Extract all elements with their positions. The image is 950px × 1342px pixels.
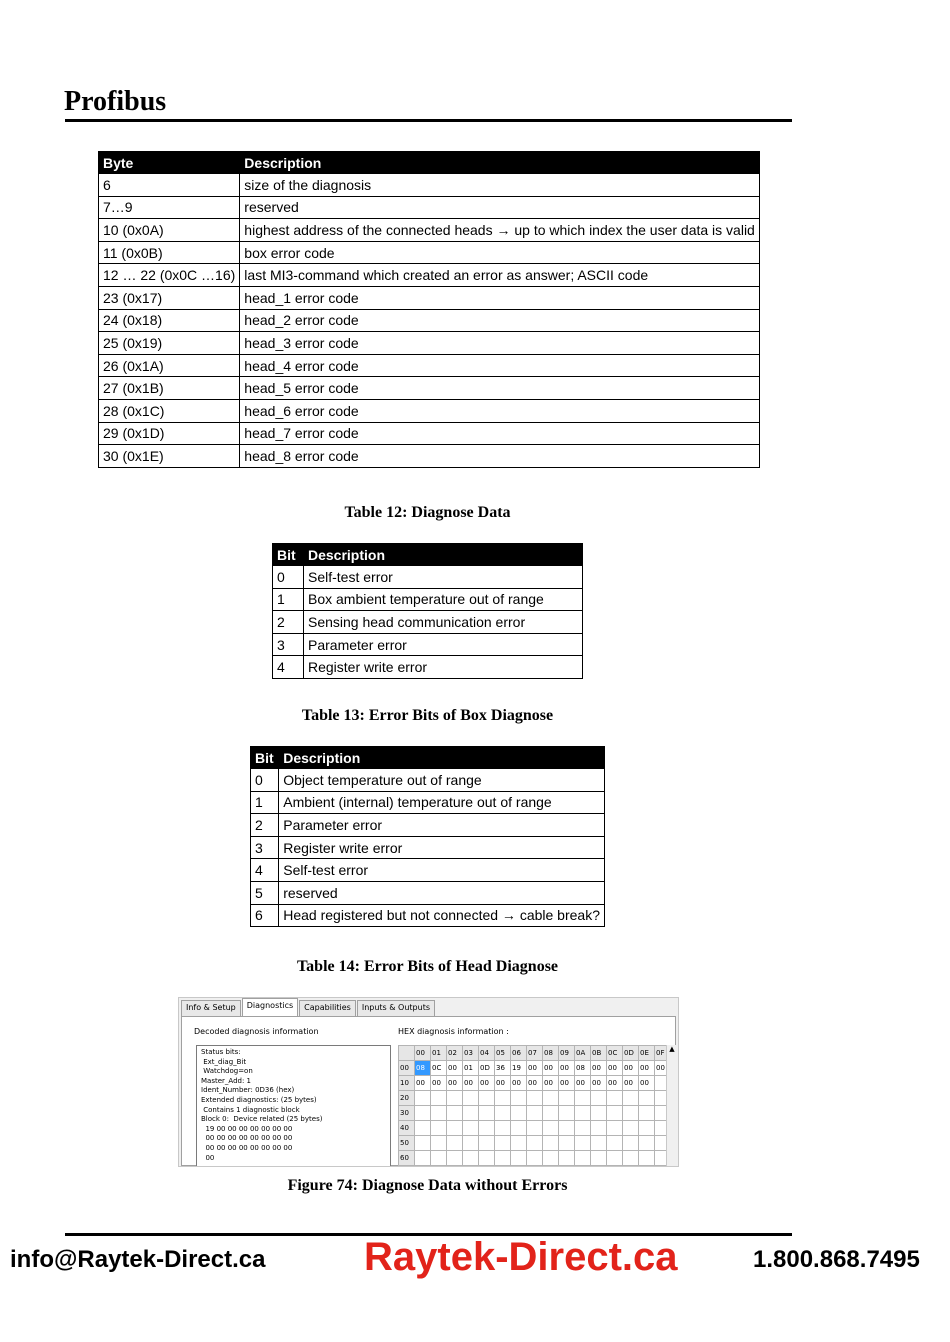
row-key-cell: 26 (0x1A) — [99, 354, 240, 377]
table-row — [251, 904, 605, 927]
hex-cell[interactable] — [431, 1151, 447, 1166]
hex-row — [399, 1151, 671, 1166]
hex-cell[interactable]: 08 — [575, 1061, 591, 1076]
hex-cell[interactable] — [511, 1136, 527, 1151]
table-12-caption: Table 12: Diagnose Data — [344, 504, 511, 521]
hex-cell[interactable] — [479, 1091, 495, 1106]
table-row — [251, 881, 605, 904]
diagnostics-screenshot — [178, 997, 679, 1167]
row-key-cell: 30 (0x1E) — [99, 445, 240, 468]
hex-label: HEX diagnosis information : — [398, 1027, 509, 1036]
hex-cell[interactable]: 00 — [527, 1061, 543, 1076]
hex-row-header: 60 — [399, 1151, 415, 1166]
hex-column-header: 0C — [607, 1046, 623, 1061]
table-row — [251, 859, 605, 882]
row-key-cell: 24 (0x18) — [99, 309, 240, 332]
table-row — [99, 174, 760, 197]
footer-brand[interactable]: Raytek-Direct.ca — [364, 1235, 678, 1279]
page-title: Profibus — [64, 86, 167, 117]
hex-cell[interactable]: 00 — [463, 1076, 479, 1091]
hex-row-header: 40 — [399, 1121, 415, 1136]
table-row — [99, 309, 760, 332]
hex-row — [399, 1106, 671, 1121]
row-description-cell: last MI3-command which created an error as answer; ASCII code — [240, 264, 760, 287]
hex-cell[interactable] — [447, 1106, 463, 1121]
row-description-cell: Sensing head communication error — [304, 611, 583, 634]
decoded-line: Ident_Number: 0D36 (hex) — [201, 1086, 295, 1095]
hex-cell[interactable] — [463, 1091, 479, 1106]
hex-corner-cell — [399, 1046, 415, 1061]
hex-cell[interactable]: 01 — [463, 1061, 479, 1076]
decoded-line: 00 00 00 00 00 00 00 00 — [201, 1143, 293, 1152]
head-diagnose-bits-table — [250, 746, 605, 927]
row-key-cell: 23 (0x17) — [99, 286, 240, 309]
hex-cell[interactable]: 00 — [543, 1061, 559, 1076]
hex-cell[interactable] — [623, 1136, 639, 1151]
tab-diagnostics[interactable]: Diagnostics — [242, 998, 298, 1016]
hex-cell[interactable] — [591, 1136, 607, 1151]
decoded-line: Contains 1 diagnostic block — [201, 1105, 300, 1114]
hex-cell[interactable]: 00 — [559, 1061, 575, 1076]
tab-info-setup[interactable]: Info & Setup — [181, 1000, 241, 1016]
row-key-cell: 2 — [273, 611, 304, 634]
hex-row-header: 30 — [399, 1106, 415, 1121]
row-description-cell: Register write error — [279, 836, 605, 859]
row-description-cell: Self-test error — [279, 859, 605, 882]
table-row — [273, 633, 583, 656]
row-description-cell: head_1 error code — [240, 286, 760, 309]
hex-cell[interactable]: 00 — [511, 1076, 527, 1091]
row-key-cell: 6 — [251, 904, 279, 927]
column-header: Bit — [251, 747, 279, 769]
row-key-cell: 3 — [251, 836, 279, 859]
hex-cell[interactable] — [639, 1151, 655, 1166]
hex-cell[interactable] — [479, 1151, 495, 1166]
hex-column-header: 0F — [655, 1046, 671, 1061]
hex-cell[interactable] — [591, 1091, 607, 1106]
hex-column-header: 07 — [527, 1046, 543, 1061]
hex-cell[interactable] — [623, 1106, 639, 1121]
hex-column-header: 02 — [447, 1046, 463, 1061]
table-row — [99, 219, 760, 242]
hex-cell[interactable] — [527, 1121, 543, 1136]
hex-column-header: 0A — [575, 1046, 591, 1061]
row-description-cell: Box ambient temperature out of range — [304, 588, 583, 611]
hex-column-header: 04 — [479, 1046, 495, 1061]
row-description-cell: Parameter error — [279, 814, 605, 837]
row-key-cell: 1 — [273, 588, 304, 611]
hex-row — [399, 1121, 671, 1136]
hex-cell[interactable] — [511, 1151, 527, 1166]
footer-email[interactable]: info@Raytek-Direct.ca — [10, 1246, 266, 1273]
footer-phone: 1.800.868.7495 — [753, 1246, 920, 1273]
hex-cell[interactable] — [479, 1136, 495, 1151]
row-description-cell: head_6 error code — [240, 399, 760, 422]
decoded-line: Watchdog=on — [201, 1067, 253, 1076]
hex-cell[interactable]: 00 — [479, 1076, 495, 1091]
hex-cell[interactable] — [591, 1106, 607, 1121]
column-header: Bit — [273, 544, 304, 566]
row-key-cell: 11 (0x0B) — [99, 241, 240, 264]
hex-cell[interactable]: 00 — [591, 1076, 607, 1091]
hex-cell[interactable]: 00 — [639, 1061, 655, 1076]
hex-cell[interactable]: 0D — [479, 1061, 495, 1076]
row-description-cell: box error code — [240, 241, 760, 264]
row-description-cell: head_2 error code — [240, 309, 760, 332]
row-description-cell: Register write error — [304, 656, 583, 679]
decoded-line: Master_Add: 1 — [201, 1076, 251, 1085]
hex-row — [399, 1076, 671, 1091]
row-key-cell: 28 (0x1C) — [99, 399, 240, 422]
table-row — [273, 656, 583, 679]
hex-cell[interactable] — [639, 1091, 655, 1106]
decoded-line: 19 00 00 00 00 00 00 00 — [201, 1124, 293, 1133]
hex-cell[interactable]: 00 — [543, 1076, 559, 1091]
hex-cell[interactable] — [527, 1106, 543, 1121]
row-description-cell: reserved — [279, 881, 605, 904]
table-row — [251, 769, 605, 792]
hex-cell[interactable] — [607, 1121, 623, 1136]
hex-cell[interactable] — [607, 1136, 623, 1151]
row-key-cell: 5 — [251, 881, 279, 904]
row-description-cell: head_4 error code — [240, 354, 760, 377]
hex-cell[interactable]: 00 — [431, 1076, 447, 1091]
row-description-cell: reserved — [240, 196, 760, 219]
tab-capabilities[interactable]: Capabilities — [299, 1000, 356, 1016]
table-row — [273, 588, 583, 611]
hex-cell[interactable] — [623, 1091, 639, 1106]
row-description-cell: head_3 error code — [240, 332, 760, 355]
row-key-cell: 25 (0x19) — [99, 332, 240, 355]
hex-row-header: 20 — [399, 1091, 415, 1106]
row-description-cell: Parameter error — [304, 633, 583, 656]
hex-cell[interactable] — [463, 1121, 479, 1136]
hex-cell[interactable] — [415, 1106, 431, 1121]
hex-cell[interactable] — [447, 1151, 463, 1166]
decoded-label: Decoded diagnosis information — [194, 1027, 319, 1036]
hex-cell[interactable] — [575, 1106, 591, 1121]
hex-cell[interactable] — [479, 1121, 495, 1136]
hex-row — [399, 1061, 671, 1076]
hex-cell[interactable] — [543, 1136, 559, 1151]
table-row — [99, 286, 760, 309]
table-row — [99, 422, 760, 445]
hex-column-header: 0D — [623, 1046, 639, 1061]
row-key-cell: 6 — [99, 174, 240, 197]
row-key-cell: 29 (0x1D) — [99, 422, 240, 445]
row-key-cell: 0 — [273, 566, 304, 589]
table-row — [99, 354, 760, 377]
table-row — [99, 332, 760, 355]
row-description-cell: Object temperature out of range — [279, 769, 605, 792]
hex-cell[interactable]: 00 — [559, 1076, 575, 1091]
column-header: Description — [279, 747, 605, 769]
hex-cell[interactable] — [495, 1121, 511, 1136]
table-row — [251, 791, 605, 814]
hex-cell[interactable] — [511, 1091, 527, 1106]
hex-row — [399, 1091, 671, 1106]
hex-column-header: 03 — [463, 1046, 479, 1061]
hex-column-header: 0B — [591, 1046, 607, 1061]
row-key-cell: 7…9 — [99, 196, 240, 219]
row-description-cell: Ambient (internal) temperature out of range — [279, 791, 605, 814]
decoded-line: 00 — [201, 1153, 215, 1162]
hex-cell[interactable] — [479, 1106, 495, 1121]
hex-cell[interactable] — [495, 1091, 511, 1106]
hex-column-header: 00 — [415, 1046, 431, 1061]
hex-cell[interactable] — [447, 1121, 463, 1136]
hex-column-header: 06 — [511, 1046, 527, 1061]
hex-cell[interactable] — [607, 1091, 623, 1106]
column-header: Description — [304, 544, 583, 566]
hex-row — [399, 1136, 671, 1151]
hex-cell[interactable] — [607, 1106, 623, 1121]
hex-cell[interactable] — [495, 1106, 511, 1121]
row-key-cell: 2 — [251, 814, 279, 837]
hex-cell[interactable] — [415, 1151, 431, 1166]
hex-cell[interactable]: 00 — [447, 1061, 463, 1076]
hex-cell[interactable] — [607, 1151, 623, 1166]
row-key-cell: 4 — [273, 656, 304, 679]
table-row — [251, 814, 605, 837]
hex-cell[interactable] — [575, 1091, 591, 1106]
hex-cell[interactable] — [639, 1136, 655, 1151]
hex-cell[interactable] — [543, 1106, 559, 1121]
table-row — [273, 611, 583, 634]
hex-cell[interactable] — [511, 1106, 527, 1121]
hex-column-header: 08 — [543, 1046, 559, 1061]
scroll-up-icon[interactable]: ▲ — [669, 1045, 675, 1053]
hex-cell[interactable]: 00 — [591, 1061, 607, 1076]
table-13-caption: Table 13: Error Bits of Box Diagnose — [301, 707, 554, 724]
hex-cell[interactable] — [543, 1151, 559, 1166]
column-header: Description — [240, 152, 760, 174]
hex-cell[interactable]: 00 — [527, 1076, 543, 1091]
table-row — [99, 377, 760, 400]
hex-cell[interactable] — [591, 1151, 607, 1166]
hex-cell[interactable]: 00 — [623, 1076, 639, 1091]
column-header: Byte — [99, 152, 240, 174]
tab-bar — [181, 1000, 436, 1016]
row-description-cell: head_5 error code — [240, 377, 760, 400]
decoded-line: Block 0: Device related (25 bytes) — [201, 1115, 323, 1124]
hex-cell[interactable]: 08 — [415, 1061, 431, 1076]
table-row — [99, 264, 760, 287]
decoded-line: Extended diagnostics: (25 bytes) — [201, 1095, 317, 1104]
row-description-cell: head_7 error code — [240, 422, 760, 445]
hex-cell[interactable] — [575, 1136, 591, 1151]
hex-cell[interactable]: 00 — [623, 1061, 639, 1076]
hex-cell[interactable]: 36 — [495, 1061, 511, 1076]
row-key-cell: 0 — [251, 769, 279, 792]
table-row — [99, 445, 760, 468]
hex-cell[interactable] — [415, 1091, 431, 1106]
hex-cell[interactable] — [415, 1136, 431, 1151]
decoded-line: Ext_diag_Bit — [201, 1057, 247, 1066]
decoded-line: 00 00 00 00 00 00 00 00 — [201, 1134, 293, 1143]
hex-cell[interactable]: 19 — [511, 1061, 527, 1076]
hex-cell[interactable]: 00 — [607, 1076, 623, 1091]
hex-column-header: 0E — [639, 1046, 655, 1061]
hex-row-header: 00 — [399, 1061, 415, 1076]
hex-cell[interactable] — [463, 1151, 479, 1166]
row-key-cell: 4 — [251, 859, 279, 882]
hex-cell[interactable]: 00 — [655, 1061, 671, 1076]
hex-cell[interactable] — [591, 1121, 607, 1136]
hex-cell[interactable] — [559, 1121, 575, 1136]
hex-cell[interactable] — [495, 1151, 511, 1166]
hex-cell[interactable] — [559, 1136, 575, 1151]
row-description-cell: head_8 error code — [240, 445, 760, 468]
row-description-cell: highest address of the connected heads → up to which index the user data is valid — [240, 219, 760, 242]
hex-cell[interactable] — [527, 1136, 543, 1151]
decoded-line: Status bits: — [201, 1048, 241, 1056]
hex-cell[interactable]: 00 — [447, 1076, 463, 1091]
table-row — [99, 196, 760, 219]
table-row — [99, 241, 760, 264]
box-diagnose-bits-table — [272, 543, 583, 679]
hex-cell[interactable] — [463, 1136, 479, 1151]
figure-74-caption: Figure 74: Diagnose Data without Errors — [287, 1177, 568, 1194]
hex-column-header: 01 — [431, 1046, 447, 1061]
hex-cell[interactable]: 00 — [575, 1076, 591, 1091]
hex-cell[interactable]: 00 — [639, 1076, 655, 1091]
hex-row-header: 50 — [399, 1136, 415, 1151]
hex-cell[interactable] — [543, 1091, 559, 1106]
hex-cell[interactable] — [431, 1121, 447, 1136]
hex-cell[interactable] — [415, 1121, 431, 1136]
hex-cell[interactable] — [575, 1121, 591, 1136]
hex-cell[interactable] — [623, 1151, 639, 1166]
diagnostics-panel — [181, 1016, 676, 1166]
hex-diagnosis-grid[interactable] — [398, 1045, 671, 1166]
hex-cell[interactable]: 0C — [431, 1061, 447, 1076]
hex-cell[interactable] — [639, 1106, 655, 1121]
hex-cell[interactable] — [447, 1136, 463, 1151]
hex-cell[interactable]: 00 — [415, 1076, 431, 1091]
hex-row-header: 10 — [399, 1076, 415, 1091]
diagnose-data-table — [98, 151, 760, 468]
hex-cell[interactable]: 00 — [495, 1076, 511, 1091]
hex-cell[interactable]: 00 — [607, 1061, 623, 1076]
hex-cell[interactable] — [511, 1121, 527, 1136]
hex-cell[interactable] — [623, 1121, 639, 1136]
row-key-cell: 10 (0x0A) — [99, 219, 240, 242]
row-key-cell: 27 (0x1B) — [99, 377, 240, 400]
table-row — [273, 566, 583, 589]
hex-cell[interactable] — [431, 1106, 447, 1121]
hex-cell[interactable] — [431, 1136, 447, 1151]
row-description-cell: size of the diagnosis — [240, 174, 760, 197]
table-14-caption: Table 14: Error Bits of Head Diagnose — [296, 958, 559, 975]
row-key-cell: 12 … 22 (0x0C …16) — [99, 264, 240, 287]
row-key-cell: 3 — [273, 633, 304, 656]
hex-cell[interactable] — [639, 1121, 655, 1136]
hex-cell[interactable] — [559, 1091, 575, 1106]
hex-cell[interactable] — [527, 1091, 543, 1106]
hex-column-header: 05 — [495, 1046, 511, 1061]
table-row — [99, 399, 760, 422]
hex-cell[interactable] — [527, 1151, 543, 1166]
hex-cell[interactable] — [463, 1106, 479, 1121]
hex-cell[interactable] — [559, 1106, 575, 1121]
hex-cell[interactable] — [431, 1091, 447, 1106]
row-key-cell: 1 — [251, 791, 279, 814]
hex-cell[interactable] — [543, 1121, 559, 1136]
hex-cell[interactable] — [559, 1151, 575, 1166]
row-description-cell: Head registered but not connected → cable break? — [279, 904, 605, 927]
decoded-diagnosis-textbox[interactable] — [196, 1045, 391, 1167]
row-description-cell: Self-test error — [304, 566, 583, 589]
header-rule — [65, 119, 792, 122]
hex-grid-scrollbar[interactable] — [666, 1045, 677, 1167]
tab-inputs-outputs[interactable]: Inputs & Outputs — [357, 1000, 435, 1016]
table-row — [251, 836, 605, 859]
hex-cell[interactable] — [495, 1136, 511, 1151]
hex-cell[interactable] — [447, 1091, 463, 1106]
hex-column-header: 09 — [559, 1046, 575, 1061]
hex-cell[interactable] — [575, 1151, 591, 1166]
